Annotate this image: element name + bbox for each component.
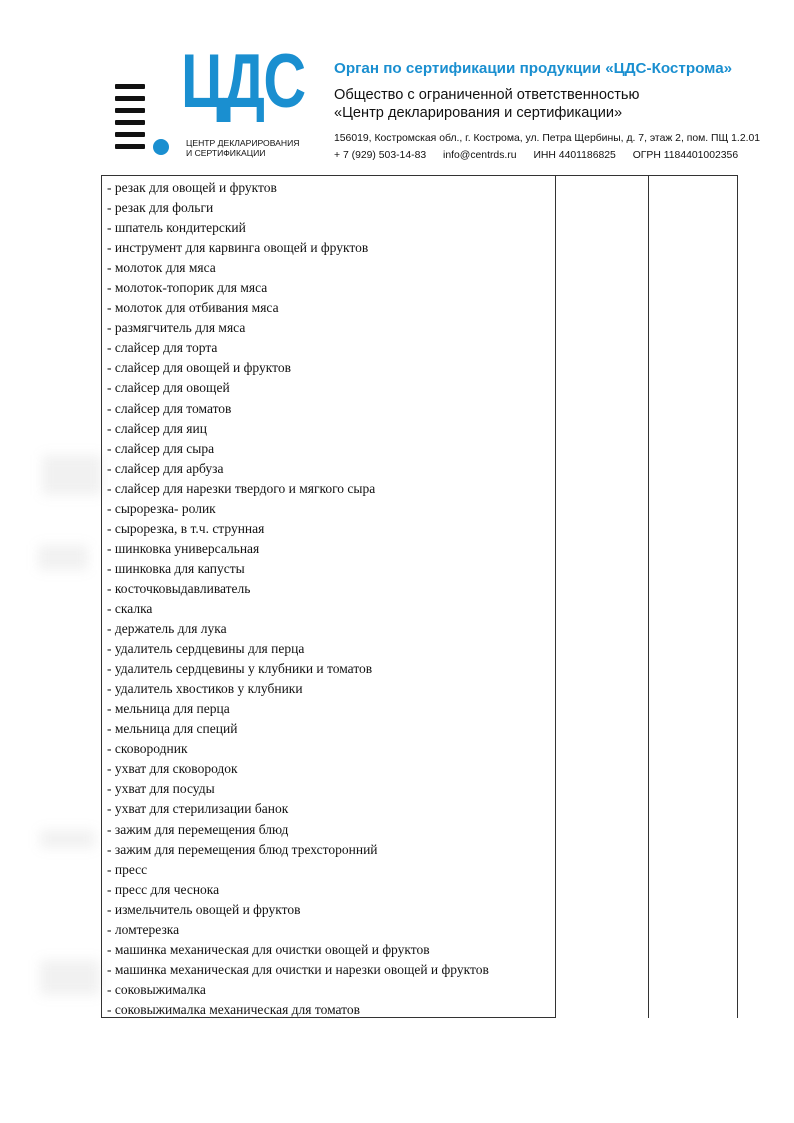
- company-address: 156019, Костромская обл., г. Кострома, ул. Петра Щербины, д. 7, этаж 2, пом. ПЩ 1.2.01: [334, 133, 761, 144]
- list-item: - инструмент для карвинга овощей и фруктов: [107, 240, 369, 256]
- list-item: - шпатель кондитерский: [107, 220, 246, 236]
- list-item: - шинковка универсальная: [107, 540, 260, 556]
- list-item: - машинка механическая для очистки овощей и фруктов: [107, 941, 430, 957]
- table-column-divider: [555, 175, 556, 1018]
- list-item: - слайсер для овощей и фруктов: [107, 360, 291, 376]
- list-item: - удалитель сердцевины у клубники и томатов: [107, 661, 373, 677]
- list-item: - измельчитель овощей и фруктов: [107, 901, 301, 917]
- list-item: - молоток-топорик для мяса: [107, 280, 268, 296]
- list-item: - слайсер для нарезки твердого и мягкого сыра: [107, 480, 376, 496]
- list-item: - ухват для стерилизации банок: [107, 801, 289, 817]
- product-list: [107, 178, 552, 1020]
- list-item: - размягчитель для мяса: [107, 320, 246, 336]
- list-item: - скалка: [107, 600, 153, 616]
- list-item: - удалитель хвостиков у клубники: [107, 681, 303, 697]
- list-item: - сырорезка, в т.ч. струнная: [107, 520, 265, 536]
- scan-shadow: [40, 830, 95, 848]
- company-contacts: [334, 150, 752, 161]
- list-item: - сырорезка- ролик: [107, 500, 216, 516]
- company-name: «Центр декларирования и сертификации»: [334, 105, 623, 121]
- list-item: - слайсер для арбуза: [107, 460, 224, 476]
- list-item: - зажим для перемещения блюд трехсторонний: [107, 841, 378, 857]
- list-item: - зажим для перемещения блюд: [107, 821, 289, 837]
- list-item: - слайсер для овощей: [107, 380, 230, 396]
- scan-shadow: [42, 455, 102, 495]
- list-item: - мельница для специй: [107, 721, 238, 737]
- company-type: Общество с ограниченной ответственностью: [334, 87, 640, 103]
- certification-body-title: Орган по сертификации продукции «ЦДС-Кострома»: [334, 60, 733, 77]
- company-logo: [115, 39, 315, 164]
- list-item: - соковыжималка: [107, 981, 206, 997]
- list-item: - слайсер для яиц: [107, 420, 207, 436]
- scan-shadow: [40, 960, 100, 995]
- scan-shadow: [38, 545, 88, 570]
- table-border: [101, 175, 738, 176]
- table-border: [737, 175, 738, 1018]
- list-item: - сковородник: [107, 741, 188, 757]
- list-item: - слайсер для сыра: [107, 440, 215, 456]
- logo-subtitle: [186, 138, 316, 158]
- logo-letters: ЦДС: [181, 39, 305, 124]
- list-item: - молоток для мяса: [107, 260, 216, 276]
- list-item: - удалитель сердцевины для перца: [107, 641, 305, 657]
- logo-subtitle-line1: ЦЕНТР ДЕКЛАРИРОВАНИЯ: [186, 138, 300, 148]
- list-item: - слайсер для торта: [107, 340, 218, 356]
- list-item: - ухват для посуды: [107, 781, 215, 797]
- list-item: - держатель для лука: [107, 621, 227, 637]
- logo-dot-icon: [153, 139, 169, 155]
- list-item: - слайсер для томатов: [107, 400, 232, 416]
- list-item: - косточковыдавливатель: [107, 580, 251, 596]
- list-item: - шинковка для капусты: [107, 560, 245, 576]
- list-item: - соковыжималка механическая для томатов: [107, 1001, 361, 1017]
- logo-subtitle-line2: И СЕРТИФИКАЦИИ: [186, 148, 266, 158]
- ogrn-number: ОГРН 1184401002356: [632, 150, 739, 161]
- list-item: - резак для овощей и фруктов: [107, 180, 277, 195]
- list-item: - машинка механическая для очистки и нарезки овощей и фруктов: [107, 961, 489, 977]
- list-item: - пресс: [107, 861, 148, 877]
- list-item: - мельница для перца: [107, 701, 230, 717]
- list-item: - ломтерезка: [107, 921, 180, 937]
- phone-number: + 7 (929) 503-14-83: [334, 150, 427, 161]
- inn-number: ИНН 4401186825: [533, 150, 616, 161]
- table-column-divider: [648, 175, 649, 1018]
- list-item: - молоток для отбивания мяса: [107, 300, 279, 316]
- list-item: - резак для фольги: [107, 200, 214, 216]
- table-border: [101, 175, 102, 1018]
- list-item: - пресс для чеснока: [107, 881, 220, 897]
- list-item: - ухват для сковородок: [107, 761, 238, 777]
- email-address: info@centrds.ru: [443, 150, 517, 161]
